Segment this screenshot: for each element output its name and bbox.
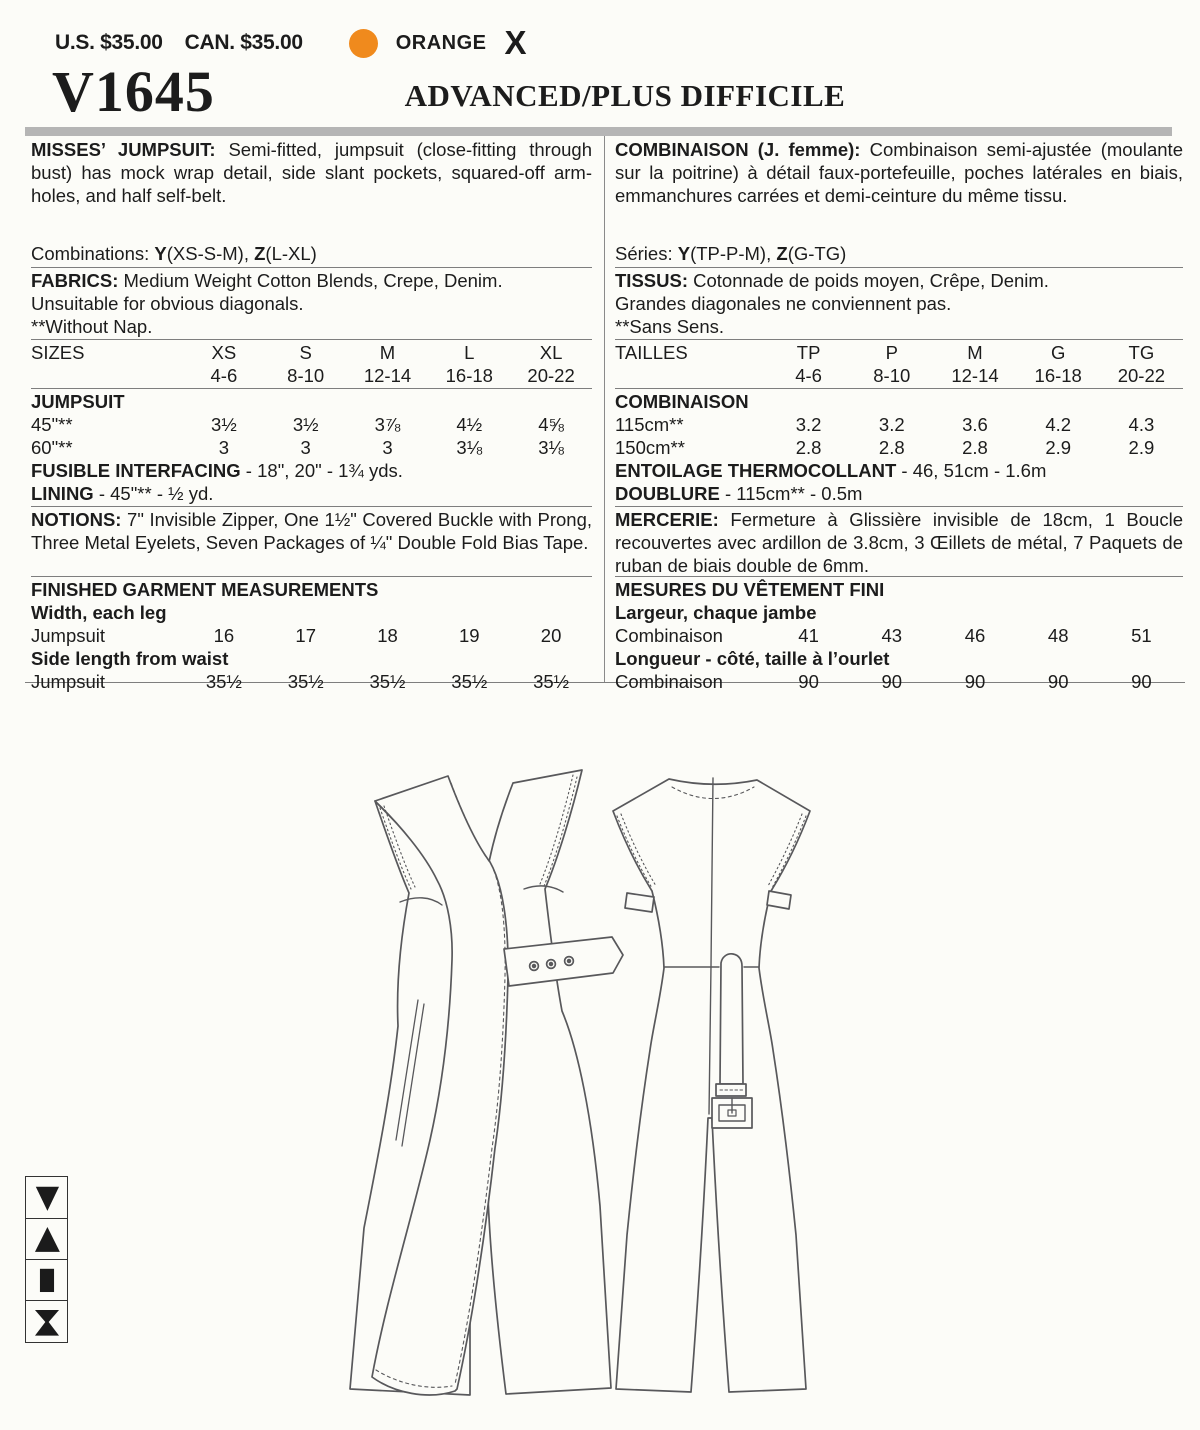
- rectangle-icon: [25, 1259, 68, 1302]
- color-name: ORANGE: [395, 31, 487, 54]
- jumpsuit-back-line-drawing: [613, 778, 810, 1392]
- figure-type-symbols: [25, 1178, 68, 1343]
- difficulty-level: ADVANCED/PLUS DIFFICILE: [404, 78, 846, 113]
- interfacing-lining-fr: ENTOILAGE THERMOCOLLANT - 46, 51cm - 1.6m DOUBLURE - 115cm** - 0.5m: [615, 459, 1183, 507]
- fabrics-fr: TISSUS: Cotonnade de poids moyen, Crêpe, Denim. Grandes diagonales ne conviennent pas. **Sans Sens.: [615, 268, 1183, 340]
- combinations-en: Combinations: Y(XS-S-M), Z(L-XL): [31, 242, 592, 268]
- triangle-down-icon: [25, 1176, 68, 1219]
- finished-measurements-fr: MESURES DU VÊTEMENT FINI Largeur, chaque jambe Combinaison 41 43 46 48 51 Longueur - côté, taille à l’ourlet Combinaison 90 90 90 90 90: [615, 577, 1183, 690]
- price-us: U.S. $35.00: [55, 31, 163, 54]
- description-en-body: Semi-fitted, jumpsuit (close-fitting through bust) has mock wrap detail, side slant pockets, squared-off arm-holes, and half self-belt.: [31, 139, 592, 206]
- price-can: CAN. $35.00: [184, 31, 303, 54]
- table-row: 150cm** 2.8 2.8 2.8 2.9 2.9: [615, 437, 1155, 458]
- jumpsuit-front-line-drawing: [350, 770, 623, 1395]
- garment-group-fr: COMBINAISON: [615, 391, 749, 412]
- table-row: 115cm** 3.2 3.2 3.6 4.2 4.3: [615, 414, 1155, 435]
- table-row: Jumpsuit 16 17 18 19 20: [31, 625, 562, 646]
- garment-group-en: JUMPSUIT: [31, 391, 125, 412]
- finished-measurements-en: FINISHED GARMENT MEASUREMENTS Width, each leg Jumpsuit 16 17 18 19 20 Side length from waist Jumpsuit 35½ 35½ 35½ 35½ 35½: [31, 577, 592, 690]
- hourglass-icon: [25, 1300, 68, 1343]
- description-fr-label: COMBINAISON (J. femme):: [615, 139, 861, 160]
- table-row: 60"** 3 3 3 3⅛ 3⅛: [31, 437, 564, 458]
- description-en-label: MISSES’ JUMPSUIT:: [31, 139, 216, 160]
- notions-en: NOTIONS: 7" Invisible Zipper, One 1½" Covered Buckle with Prong, Three Metal Eyelets, Seven Packages of ¼" Double Fold Bias Tape.: [31, 507, 592, 577]
- pattern-number: V1645: [52, 59, 215, 124]
- table-row: 45"** 3½ 3½ 3⅞ 4½ 4⅝: [31, 414, 564, 435]
- description-fr-body: Combinaison semi-ajustée (moulante sur la poitrine) à détail faux-portefeuille, poches latérales en biais, emmanchures carrées et demi-ceinture du même tissu.: [615, 139, 1183, 206]
- table-row: Combinaison 90 90 90 90 90: [615, 671, 1152, 692]
- color-code: X: [504, 24, 527, 61]
- notions-fr: MERCERIE: Fermeture à Glissière invisible de 18cm, 1 Boucle recouvertes avec ardillon de 3.8cm, 3 Œillets de métal, 7 Paquets de ruban de biais double de 6mm.: [615, 509, 1183, 576]
- table-row: Jumpsuit 35½ 35½ 35½ 35½ 35½: [31, 671, 570, 692]
- sizes-header-en: SIZES XS S M L XL 4-6 8-10 12-14 16-18 20-22: [31, 340, 592, 389]
- triangle-up-icon: [25, 1218, 68, 1261]
- table-row: Combinaison 41 43 46 48 51: [615, 625, 1152, 646]
- sizes-header-fr: TAILLES TP P M G TG 4-6 8-10 12-14 16-18 20-22: [615, 340, 1183, 389]
- combinations-fr: Séries: Y(TP-P-M), Z(G-TG): [615, 242, 1183, 268]
- interfacing-lining-en: FUSIBLE INTERFACING - 18", 20" - 1¾ yds. LINING - 45"** - ½ yd.: [31, 459, 592, 507]
- fabrics-en: FABRICS: Medium Weight Cotton Blends, Crepe, Denim. Unsuitable for obvious diagonals. **Without Nap.: [31, 268, 592, 340]
